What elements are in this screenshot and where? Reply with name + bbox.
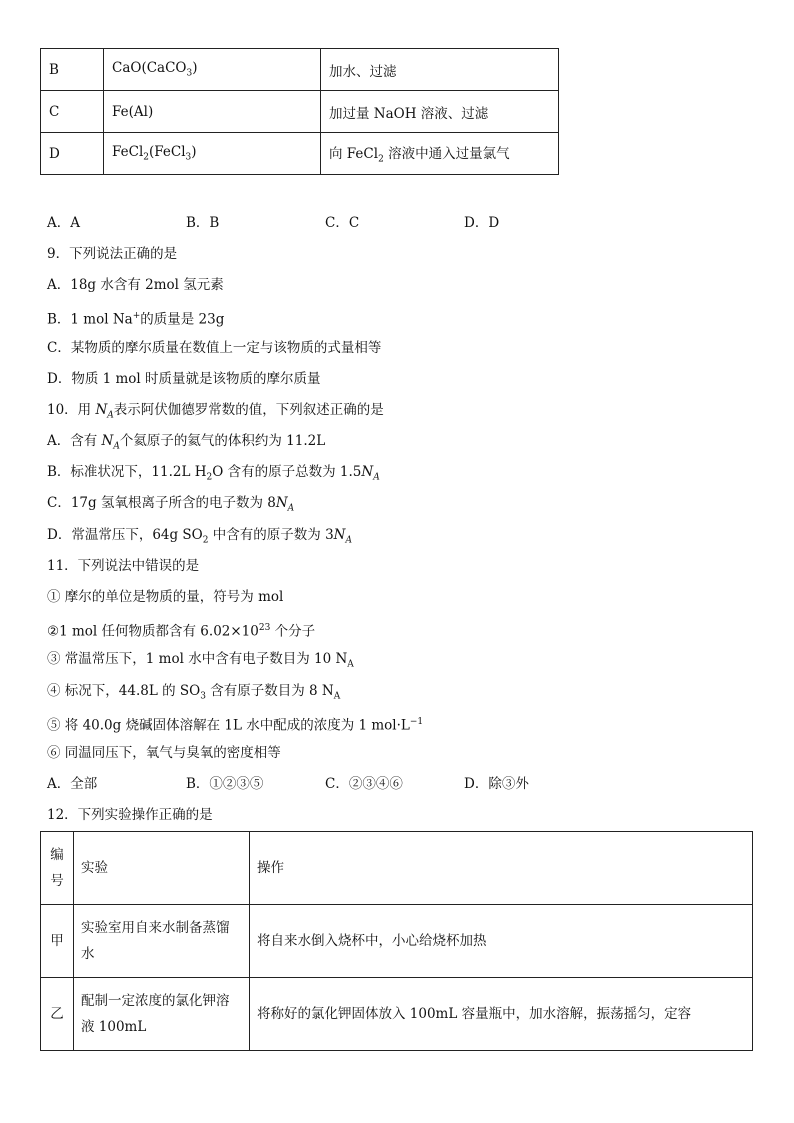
q10-option-d: D．常温常压下，64g $SO_2$ 中含有的原子数为 $3N_A$ — [47, 527, 352, 546]
option-c: C．C — [325, 215, 360, 231]
option-d: D．D — [464, 215, 500, 231]
q9-option-c: C．某物质的摩尔质量在数值上一定与该物质的式量相等 — [47, 340, 382, 356]
header-experiment: 实验 — [74, 832, 250, 905]
experiment-cell: 实验室用自来水制备蒸馏水 — [74, 905, 250, 978]
q10-option-b: B．标准状况下，11.2L $H_2O$ 含有的原子总数为 $1.5N_A$ — [47, 464, 380, 483]
q11-statement-2: ②1 mol 任何物质都含有 $6.02\times 10^{23}$ 个分子 — [47, 623, 316, 640]
q10-option-a: A．含有 $N_A$个氦原子的氦气的体积约为 11.2L — [47, 433, 326, 452]
q9-option-d: D．物质 1 mol 时质量就是该物质的摩尔质量 — [47, 371, 321, 387]
table-row — [41, 905, 753, 978]
experiment-cell: 配制一定浓度的氯化钾溶液 100mL — [74, 978, 250, 1051]
q11-statement-5: ⑤ 将 40.0g 烧碱固体溶解在 1L 水中配成的浓度为 1 $mol\cdot L^{-1}$ — [47, 717, 424, 734]
option-d: D．除③外 — [464, 776, 529, 792]
q11-statement-1: ① 摩尔的单位是物质的量，符号为 mol — [47, 589, 284, 605]
substance-cell: Fe(Al) — [104, 91, 321, 133]
row-label: D — [41, 133, 104, 175]
operation-cell: 将自来水倒入烧杯中，小心给烧杯加热 — [250, 905, 753, 978]
q9-stem: 9．下列说法正确的是 — [47, 246, 178, 262]
q10-stem: 10．用 $N_A$表示阿伏伽德罗常数的值，下列叙述正确的是 — [47, 402, 384, 421]
header-operation: 操作 — [250, 832, 753, 905]
table-row — [41, 49, 559, 91]
table-row — [41, 133, 559, 175]
option-c: C．②③④⑥ — [325, 776, 403, 792]
row-number: 甲 — [41, 905, 74, 978]
q11-statement-3: ③ 常温常压下，1 mol 水中含有电子数目为 10 $N_A$ — [47, 651, 354, 670]
operation-cell: 将称好的氯化钾固体放入 100mL 容量瓶中，加水溶解，振荡摇匀，定容 — [250, 978, 753, 1051]
method-cell: 向 FeCl$_2$ 溶液中通入过量氯气 — [321, 133, 559, 175]
q11-options — [47, 775, 529, 793]
q11-statement-4: ④ 标况下，44.8L 的 $SO_3$ 含有原子数目为 8 $N_A$ — [47, 683, 341, 702]
q9-option-a: A．18g 水含有 2mol 氢元素 — [47, 277, 224, 293]
row-label: B — [41, 49, 104, 91]
row-label: C — [41, 91, 104, 133]
table-row — [41, 978, 753, 1051]
q9-option-b: B．1 mol Na+的质量是 23g — [47, 311, 225, 328]
substance-cell: CaO(CaCO$_3$) — [104, 49, 321, 91]
table-header-row — [41, 832, 753, 905]
q11-stem: 11．下列说法中错误的是 — [47, 558, 200, 574]
header-number: 编号 — [41, 832, 74, 905]
substance-cell: FeCl$_2$(FeCl$_3$) — [104, 133, 321, 175]
q8-table — [40, 48, 559, 175]
q12-table — [40, 831, 753, 1051]
option-a: A．全部 — [47, 776, 98, 792]
option-a: A．A — [47, 215, 80, 231]
option-b: B．①②③⑤ — [186, 776, 264, 792]
q8-options — [47, 214, 499, 232]
q10-option-c: C．17g 氢氧根离子所含的电子数为 $8N_A$ — [47, 495, 295, 514]
method-cell: 加水、过滤 — [321, 49, 559, 91]
row-number: 乙 — [41, 978, 74, 1051]
table-row — [41, 91, 559, 133]
q11-statement-6: ⑥ 同温同压下，氧气与臭氧的密度相等 — [47, 745, 281, 761]
method-cell: 加过量 NaOH 溶液、过滤 — [321, 91, 559, 133]
q12-stem: 12．下列实验操作正确的是 — [47, 807, 213, 823]
option-b: B．B — [186, 215, 220, 231]
